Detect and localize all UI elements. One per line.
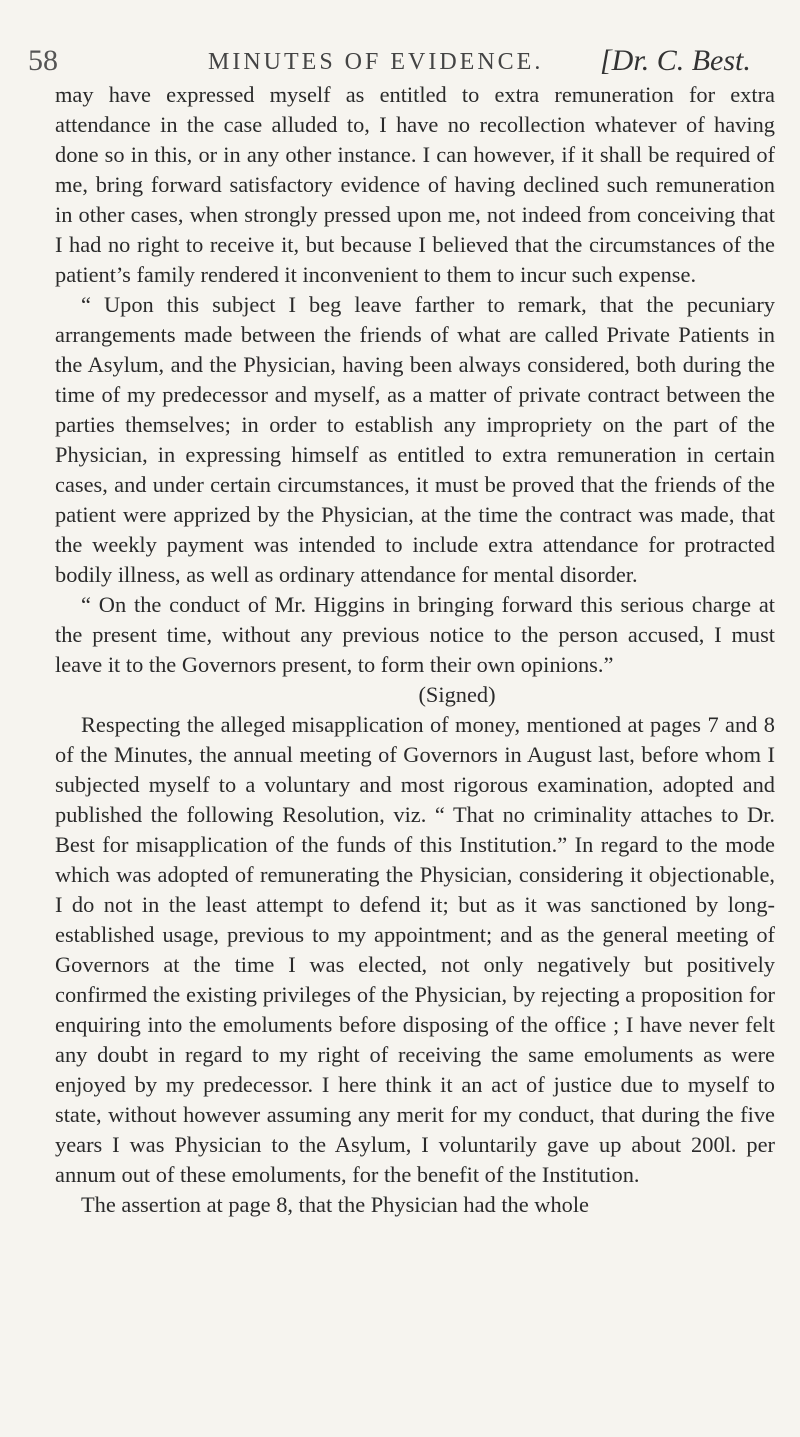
paragraph-misapplication-of-money: Respecting the alleged misapplication of money, mentioned at pages 7 and 8 of the Minutes, the annual meeting of Governors in August last, before whom I subjected myself to a voluntary and most rigorous examination, adopted and published the following Resolution, viz. “ That no criminality attaches to Dr. Best for misapplication of the funds of this Institution.” In regard to the mode which was adopted of remunerating the Physician, considering it objectionable, I do not in the least attempt to defend it; but as it was sanctioned by long-established usage, previous to my appointment; and as the general meeting of Governors at the time I was elected, not only negatively but positively confirmed the existing privileges of the Physician, by rejecting a proposition for enquiring into the emoluments before disposing of the office ; I have never felt any doubt in regard to my right of receiving the same emoluments as were enjoyed by my predecessor. I here think it an act of justice due to myself to state, without however assuming any merit for my conduct, that during the five years I was Physician to the Asylum, I voluntarily gave up about 200l. per annum out of these emoluments, for the benefit of the Institution. — [55, 712, 775, 1187]
running-title: MINUTES OF EVIDENCE. — [208, 49, 544, 75]
body-text — [55, 80, 775, 1220]
paragraph-pecuniary-arrangements: “ Upon this subject I beg leave farther to remark, that the pecuniary arrangements made between the friends of what are called Private Patients in the Asylum, and the Physician, having been always considered, both during the time of my predecessor and myself, as a matter of private contract between the parties themselves; in order to establish any impropriety on the part of the Physician, in expressing himself as entitled to extra remuneration in certain cases, and under certain circumstances, it must be proved that the friends of the patient were apprized by the Physician, at the time the contract was made, that the weekly payment was intended to include extra attendance for protracted bodily illness, as well as ordinary attendance for mental disorder. — [55, 292, 775, 587]
signed-line: (Signed) — [418, 682, 496, 707]
page-number: 58 — [28, 44, 58, 77]
paragraph-continuation: may have expressed myself as entitled to extra remuneration for extra attendance in the case alluded to, I have no recollection whatever of having done so in this, or in any other instance. I can however, if it shall be required of me, bring forward satisfactory evidence of having declined such remuneration in other cases, when strongly pressed upon me, not indeed from conceiving that I had no right to receive it, but because I believed that the circumstances of the patient’s family rendered it inconvenient to them to incur such expense. — [55, 82, 775, 287]
paragraph-conduct-of-mr-higgins: “ On the conduct of Mr. Higgins in bringing forward this serious charge at the present time, without any previous notice to the person accused, I must leave it to the Governors present, to form their own opinions.” — [55, 592, 775, 677]
section-tag: [Dr. C. Best. — [600, 44, 751, 77]
page-header — [28, 44, 800, 80]
paragraph-assertion-page-8: The assertion at page 8, that the Physician had the whole — [81, 1192, 589, 1217]
